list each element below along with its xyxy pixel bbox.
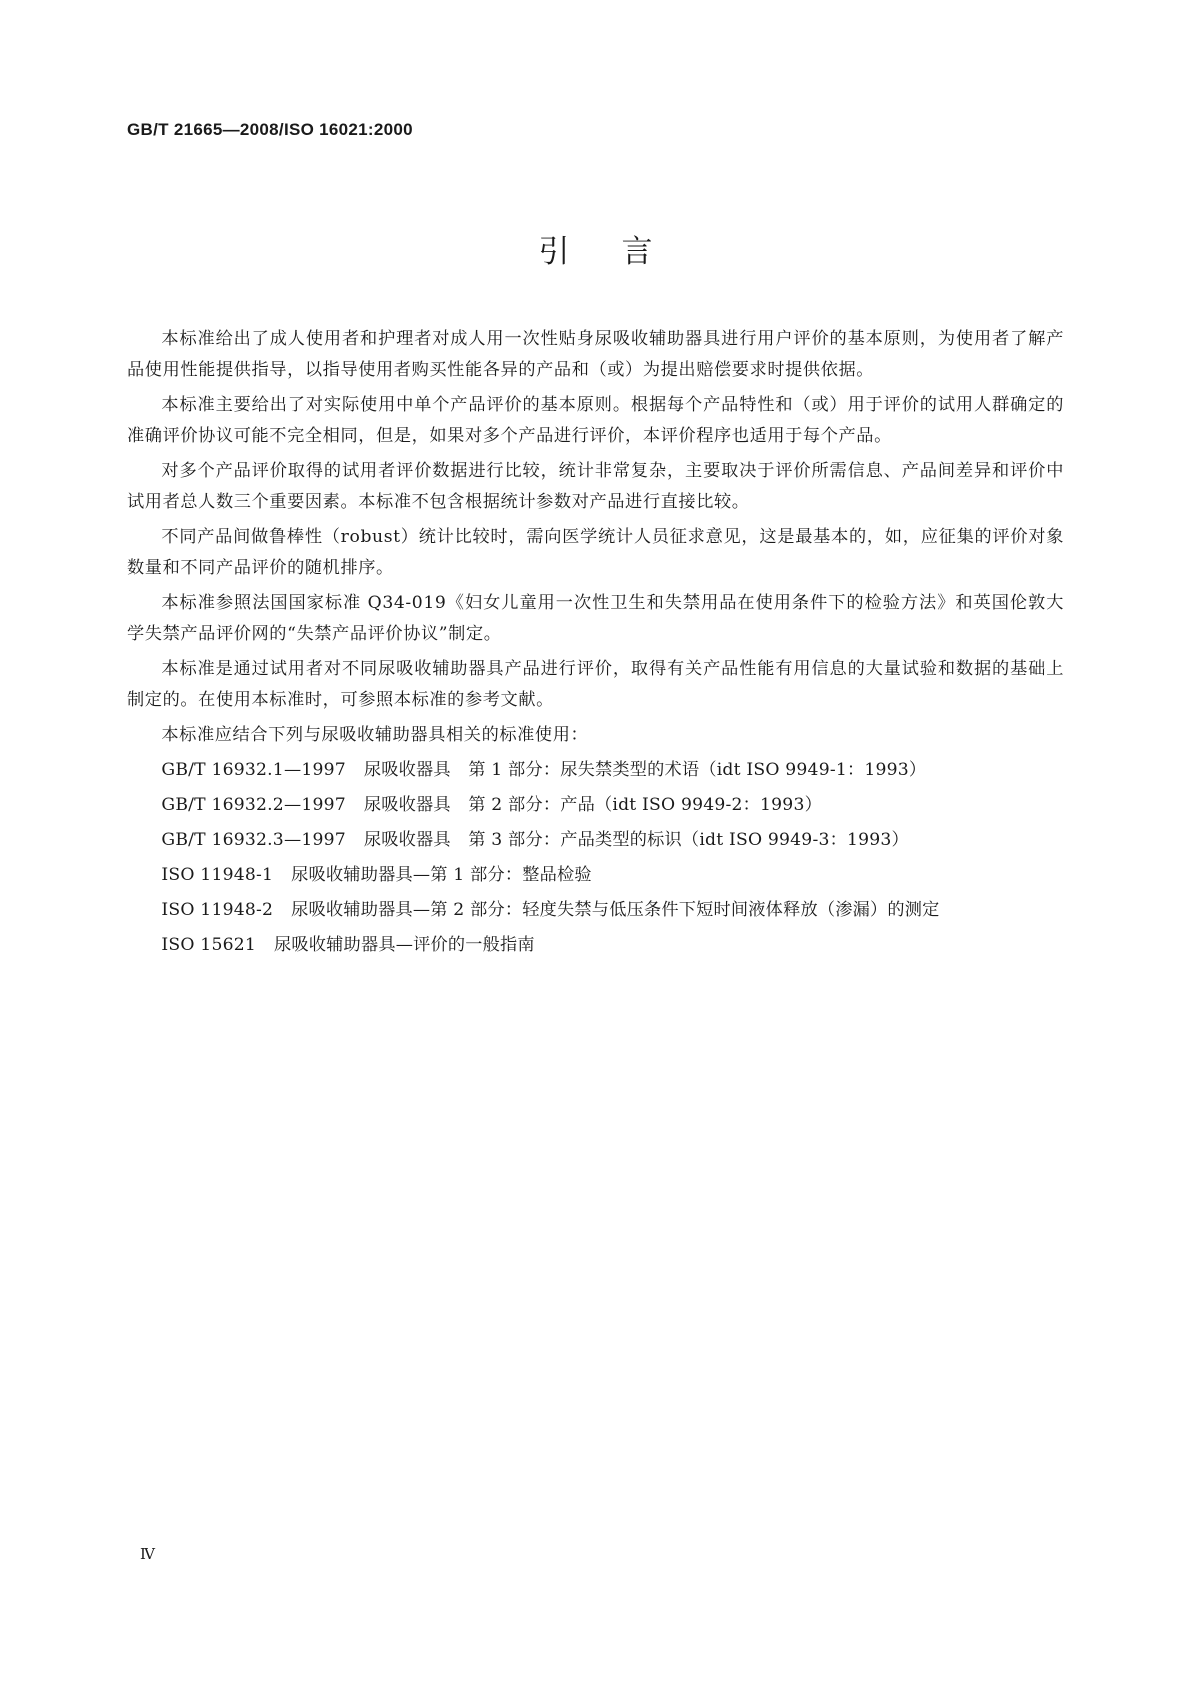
reference-item xyxy=(127,895,1064,926)
paragraph: 本标准给出了成人使用者和护理者对成人用一次性贴身尿吸收辅助器具进行用户评价的基本原则，为使用者了解产品使用性能提供指导，以指导使用者购买性能各异的产品和（或）为提出赔偿要求时提供依据。 xyxy=(127,329,1064,380)
standard-code: GB/T 21665—2008/ISO 16021:2000 xyxy=(127,120,413,139)
paragraph: 对多个产品评价取得的试用者评价数据进行比较，统计非常复杂，主要取决于评价所需信息、产品间差异和评价中试用者总人数三个重要因素。本标准不包含根据统计参数对产品进行直接比较。 xyxy=(127,461,1064,512)
reference-code: ISO 11948-2 xyxy=(161,900,274,920)
reference-title: 尿吸收辅助器具—评价的一般指南 xyxy=(274,935,535,955)
paragraph: 本标准是通过试用者对不同尿吸收辅助器具产品进行评价，取得有关产品性能有用信息的大量试验和数据的基础上制定的。在使用本标准时，可参照本标准的参考文献。 xyxy=(127,659,1064,710)
reference-title: 尿吸收器具 第 1 部分：尿失禁类型的术语（idt ISO 9949-1：1993） xyxy=(363,760,927,780)
paragraph: 本标准参照法国国家标准 Q34-019《妇女儿童用一次性卫生和失禁用品在使用条件下的检验方法》和英国伦敦大学失禁产品评价网的“失禁产品评价协议”制定。 xyxy=(127,593,1064,644)
reference-title: 尿吸收辅助器具—第 2 部分：轻度失禁与低压条件下短时间液体释放（渗漏）的测定 xyxy=(291,900,940,920)
reference-title: 尿吸收器具 第 3 部分：产品类型的标识（idt ISO 9949-3：1993） xyxy=(363,830,909,850)
page-title: 引言 xyxy=(538,234,705,270)
reference-item xyxy=(127,860,1064,891)
document-body xyxy=(127,324,1064,965)
reference-item xyxy=(127,825,1064,856)
reference-item xyxy=(127,790,1064,821)
paragraph: 不同产品间做鲁棒性（robust）统计比较时，需向医学统计人员征求意见，这是最基本的，如，应征集的评价对象数量和不同产品评价的随机排序。 xyxy=(127,527,1064,578)
reference-code: GB/T 16932.1—1997 xyxy=(161,760,346,780)
reference-item xyxy=(127,755,1064,786)
reference-code: ISO 15621 xyxy=(161,935,256,955)
reference-code: GB/T 16932.2—1997 xyxy=(161,795,346,815)
reference-code: GB/T 16932.3—1997 xyxy=(161,830,346,850)
reference-code: ISO 11948-1 xyxy=(161,865,274,885)
reference-title: 尿吸收器具 第 2 部分：产品（idt ISO 9949-2：1993） xyxy=(363,795,822,815)
paragraph: 本标准应结合下列与尿吸收辅助器具相关的标准使用： xyxy=(161,725,589,745)
paragraph: 本标准主要给出了对实际使用中单个产品评价的基本原则。根据每个产品特性和（或）用于评价的试用人群确定的准确评价协议可能不完全相同，但是，如果对多个产品进行评价，本评价程序也适用于每个产品。 xyxy=(127,395,1064,446)
reference-title: 尿吸收辅助器具—第 1 部分：整品检验 xyxy=(291,865,592,885)
reference-item xyxy=(127,930,1064,961)
page-number: Ⅳ xyxy=(140,1545,155,1563)
reference-list xyxy=(127,755,1064,961)
